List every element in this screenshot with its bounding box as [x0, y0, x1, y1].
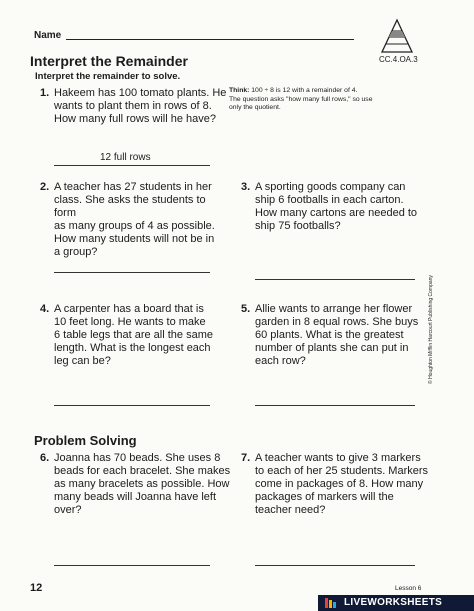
- pyramid-logo-icon: [380, 18, 414, 54]
- question-line: each row?: [255, 355, 306, 367]
- answer-line-7[interactable]: [255, 565, 415, 566]
- question-text: [54, 303, 213, 368]
- question-line: length. What is the longest each: [54, 342, 211, 354]
- lesson-label: Lesson 6: [395, 585, 422, 592]
- question-line: a group?: [54, 246, 98, 258]
- question-text: [54, 452, 230, 517]
- question-number: 6.: [40, 452, 50, 464]
- question-line: leg can be?: [54, 355, 111, 367]
- question-text: [54, 181, 230, 259]
- standard-code: CC.4.OA.3: [379, 55, 418, 64]
- question-line: A sporting goods company can: [255, 181, 406, 193]
- question-line: How many cartons are needed to: [255, 207, 418, 219]
- question-line: A carpenter has a board that is: [54, 303, 204, 315]
- question-line: A teacher has 27 students in her: [54, 181, 212, 193]
- question-line: come in packages of 8. How many: [255, 478, 424, 490]
- question-line: class. She asks the students to form: [54, 194, 206, 219]
- question-line: 60 plants. What is the greatest: [255, 329, 404, 341]
- question-line: ship 6 footballs in each carton.: [255, 194, 404, 206]
- section-title-problem-solving: Problem Solving: [34, 433, 137, 448]
- question-line: many beads will Joanna have left: [54, 491, 217, 503]
- answer-line-4[interactable]: [54, 405, 210, 406]
- question-number: 3.: [241, 181, 251, 193]
- question-line: Joanna has 70 beads. She uses 8: [54, 452, 221, 464]
- name-label: Name: [34, 30, 62, 41]
- question-line: 6 table legs that are all the same: [54, 329, 213, 341]
- question-line: How many students will not be in: [54, 233, 215, 245]
- answer-line-2[interactable]: [54, 272, 210, 273]
- liveworksheets-logo-icon: [325, 598, 339, 608]
- question-text: [54, 87, 226, 126]
- question-line: wants to plant them in rows of 8.: [54, 100, 212, 112]
- question-line: over?: [54, 504, 82, 516]
- question-text: [255, 181, 417, 233]
- answer-line-1[interactable]: [54, 165, 210, 166]
- question-line: number of plants she can put in: [255, 342, 409, 354]
- liveworksheets-watermark: LIVEWORKSHEETS: [344, 597, 443, 608]
- answer-line-3[interactable]: [255, 279, 415, 280]
- copyright-notice: © Houghton Mifflin Harcourt Publishing Company: [428, 275, 434, 384]
- think-hint: [229, 87, 429, 113]
- question-line: Hakeem has 100 tomato plants. He: [54, 87, 227, 99]
- question-number: 1.: [40, 87, 50, 99]
- think-line-3: only the quotient.: [229, 104, 281, 111]
- question-line: as many bracelets as possible. How: [54, 478, 230, 490]
- question-line: as many groups of 4 as possible.: [54, 220, 215, 232]
- question-line: garden in 8 equal rows. She buys: [255, 316, 419, 328]
- question-text: [255, 303, 418, 368]
- answer-1-text[interactable]: 12 full rows: [100, 152, 151, 163]
- think-line-1: 100 ÷ 8 is 12 with a remainder of 4.: [251, 87, 358, 94]
- name-line[interactable]: [66, 39, 354, 40]
- think-label: Think:: [229, 87, 250, 94]
- instructions: Interpret the remainder to solve.: [35, 71, 181, 82]
- question-number: 2.: [40, 181, 50, 193]
- question-line: 10 feet long. He wants to make: [54, 316, 206, 328]
- answer-line-5[interactable]: [255, 405, 415, 406]
- question-number: 7.: [241, 452, 251, 464]
- answer-line-6[interactable]: [54, 565, 210, 566]
- question-line: packages of markers will the: [255, 491, 394, 503]
- question-line: Allie wants to arrange her flower: [255, 303, 413, 315]
- question-number: 5.: [241, 303, 251, 315]
- question-line: How many full rows will he have?: [54, 113, 217, 125]
- question-line: ship 75 footballs?: [255, 220, 341, 232]
- question-number: 4.: [40, 303, 50, 315]
- page-number: 12: [30, 582, 43, 594]
- think-line-2: The question asks "how many full rows," so use: [229, 95, 373, 103]
- question-line: A teacher wants to give 3 markers: [255, 452, 421, 464]
- question-line: teacher need?: [255, 504, 326, 516]
- question-line: to each of her 25 students. Markers: [255, 465, 429, 477]
- question-line: beads for each bracelet. She makes: [54, 465, 231, 477]
- page-title: Interpret the Remainder: [30, 53, 188, 69]
- question-text: [255, 452, 428, 517]
